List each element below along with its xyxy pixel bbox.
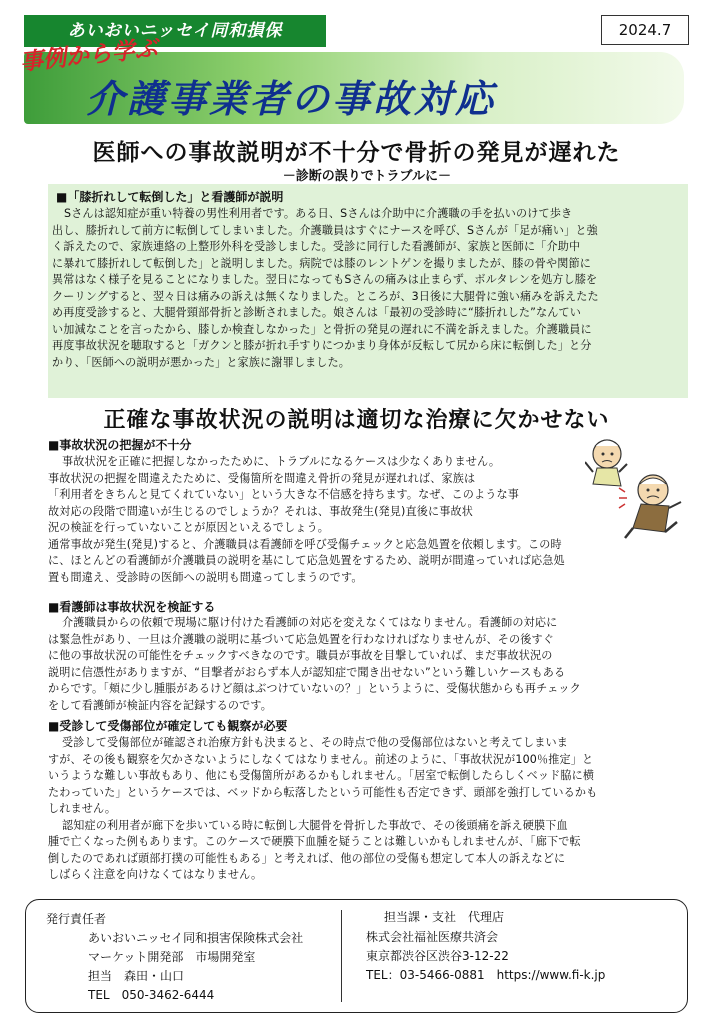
agency-contact: TEL：03-5466-0881 https://www.fi-k.jp <box>366 968 606 982</box>
body-line: いうような難しい事故もあり、他にも受傷箇所があるかもしれません。「居室で転倒したらしくベッド脇に横 <box>48 769 595 782</box>
brand-label: あいおいニッセイ同和損保 <box>24 15 326 47</box>
agency-name: 株式会社福祉医療共済会 <box>366 930 499 944</box>
case-line: クーリングすると、翌々日は痛みの訴えは無くなりました。ところが、3日後に大腿骨に強い痛みを訴えたた <box>52 289 599 303</box>
body-line: 認知症の利用者が廊下を歩いている時に転倒し大腿骨を骨折した事故で、その後頭痛を訴え硬膜下血 <box>62 818 568 832</box>
issue-date: 2024.7 <box>601 15 689 45</box>
body-line: 「利用者をきちんと見てくれていない」という大きな不信感を持ちます。なぜ、このような事 <box>48 488 520 501</box>
body-line: すが、その後も観察を欠かさないようにしなくてはなりません。前述のように、「事故状況が100％推定」と <box>48 752 594 766</box>
banner-kicker: 事例から学ぶ <box>18 35 159 76</box>
case-line: 再度事故状況を聴取すると「ガクンと膝が折れ手すりにつかまり身体が反転して尻から床に転倒した」と分 <box>52 339 592 352</box>
body-line: 置も間違え、受診時の医師への説明も間違ってしまうのです。 <box>48 570 363 584</box>
section-body <box>48 735 688 884</box>
falling-man-illustration <box>585 432 685 542</box>
body-line: をして看護師が検証内容を記録するのです。 <box>48 698 272 712</box>
body-line: 事故状況の把握を間違えたために、受傷箇所を間違え骨折の発見が遅れれば、家族は <box>48 471 476 485</box>
section-heading: ■看護師は事故状況を検証する <box>48 600 216 614</box>
publisher-footer <box>25 899 688 1013</box>
agency-label: 担当課・支社 代理店 <box>384 910 505 924</box>
publisher-dept: マーケット開発部 市場開発室 <box>88 950 256 964</box>
article-headline: 医師への事故説明が不十分で骨折の発見が遅れた <box>92 140 621 166</box>
body-line: は緊急性があり、一旦は介護職の説明に基づいて応急処置を行わなければなりませんが、その後すぐ <box>48 632 554 646</box>
body-line: からです。「頬に少し腫脹があるけど顔はぶつけていないの？」というように、受傷状態からも再チェック <box>48 682 581 695</box>
body-line: に、ほとんどの看護師が介護職員の説明を基にして応急処置をするため、説明が間違っていれば応急処 <box>48 554 565 567</box>
section-heading: ■事故状況の把握が不十分 <box>48 438 192 452</box>
case-line: に暴れて膝折れして転倒した」と説明しました。病院では膝のレントゲンを撮りましたが、膝の骨や関節に <box>52 256 591 270</box>
case-line: く訴えたので、家族連絡の上整形外科を受診しました。受診に同行した看護師が、家族と医師に「介助中 <box>52 240 581 253</box>
body-line: 通常事故が発生(発見)すると、介護職員は看護師を呼び受傷チェックと応急処置を依頼します。この時 <box>48 537 562 551</box>
page-title: 介護事業者の事故対応 <box>86 77 497 121</box>
body-line: に他の事故状況の可能性をチェックすべきなのです。職員が事故を目撃していれば、まだ事故状況の <box>48 649 553 662</box>
publisher-company: あいおいニッセイ同和損害保険株式会社 <box>88 931 304 945</box>
body-line: 介護職員からの依頼で現場に駆け付けた看護師の対応を変えなくてはなりません。看護師の対応に <box>62 616 558 629</box>
case-line: い加減なことを言ったから、膝しか検査しなかった」と骨折の発見の遅れに不満を訴えました。介護職員に <box>52 322 592 336</box>
body-line: しばらく注意を向けなくてはなりません。 <box>48 868 263 881</box>
body-line: 況の検証を行っていないことが原因といえるでしょう。 <box>48 521 329 534</box>
section-body <box>48 615 688 714</box>
case-line: め再度受診すると、大腿骨頸部骨折と診断されました。娘さんは「最初の受診時に“膝折れした”なんてい <box>52 306 582 319</box>
case-line: 異常はなく様子を見ることになりました。翌日になってもSさんの痛みは止まらず、ボルタレンを処方し膝を <box>52 273 598 286</box>
body-line: 倒したのであれば頭部打撲の可能性もある」と考えれば、他の部位の受傷も想定して本人の訴えなどに <box>48 851 566 865</box>
case-line: 出し、膝折れして前方に転倒してしまいました。介護職員はすぐにナースを呼び、Sさんが「足が痛い」と強 <box>52 223 598 237</box>
case-body <box>52 206 684 371</box>
publisher-tel: TEL 050-3462-6444 <box>88 988 215 1002</box>
body-line: たわっていた」というケースでは、ベッドから転落したという可能性も否定できず、頭部を強打しているかも <box>48 785 598 799</box>
article-subheadline: －診断の誤りでトラブルに－ <box>282 169 451 184</box>
agency-address: 東京都渋谷区渋谷3-12-22 <box>366 949 509 963</box>
section-title: 正確な事故状況の説明は適切な治療に欠かせない <box>103 408 610 433</box>
case-heading: ■「膝折れして転倒した」と看護師が説明 <box>56 190 284 204</box>
case-line: Sさんは認知症が重い特養の男性利用者です。ある日、Sさんは介助中に介護職の手を払いのけて歩き <box>64 207 573 220</box>
case-line: かり、「医師への説明が悪かった」と家族に謝罪しました。 <box>52 355 351 369</box>
publisher-staff: 担当 森田・山口 <box>88 969 185 983</box>
section-heading: ■受診して受傷部位が確定しても観察が必要 <box>48 719 288 733</box>
body-line: 説明に信憑性がありますが、“目撃者がおらず本人が認知症で聞き出せない”という難しいケースもある <box>48 665 566 679</box>
footer-divider <box>341 910 342 1002</box>
body-line: 腫で亡くなった例もあります。このケースで硬膜下血腫を疑うことは難しいかもしれませんが、「廊下で転 <box>48 835 581 848</box>
body-line: しれません。 <box>48 802 117 815</box>
body-line: 受診して受傷部位が確認され治療方針も決まると、その時点で他の受傷部位はないと考えてしまいま <box>62 736 568 749</box>
body-line: 故対応の段階で間違いが生じるのでしょうか？それは、事故発生(発見)直後に事故状 <box>48 504 473 518</box>
body-line: 事故状況を正確に把握しなかったために、トラブルになるケースは少なくありません。 <box>62 455 501 468</box>
publisher-label: 発行責任者 <box>46 912 107 926</box>
